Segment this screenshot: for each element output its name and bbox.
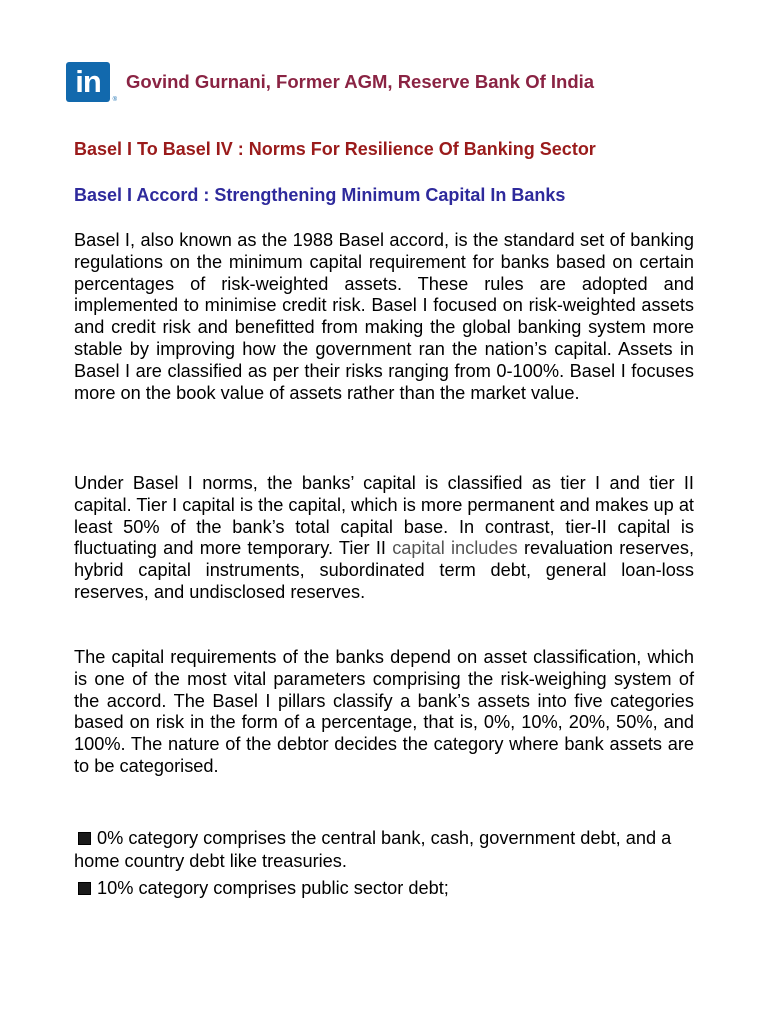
list-item <box>74 877 694 900</box>
list-item-text: 10% category comprises public sector debt; <box>97 878 449 898</box>
risk-category-list <box>74 827 694 904</box>
section-heading: Basel I Accord : Strengthening Minimum Capital In Banks <box>74 185 566 205</box>
paragraph-basel-intro: Basel I, also known as the 1988 Basel accord, is the standard set of banking regulations on the minimum capital requirement for banks based on certain percentages of risk-weighted assets. These rules are adopted and implemented to minimise credit risk. Basel I focused on risk-weighted assets and credit risk and benefitted from making the global banking system more stable by improving how the government ran the nation’s capital. Assets in Basel I are classified as per their risks ranging from 0-100%. Basel I focuses more on the book value of assets rather than the market value. <box>74 230 694 403</box>
square-bullet-icon <box>78 882 91 895</box>
capital-includes-link[interactable]: capital includes <box>392 538 518 559</box>
linkedin-icon[interactable] <box>66 62 116 103</box>
registered-mark: ® <box>112 97 116 103</box>
list-item-text: 0% category comprises the central bank, cash, government debt, and a home country debt like treasuries. <box>74 828 672 871</box>
linkedin-logo-text: in <box>75 64 101 99</box>
document-title: Basel I To Basel IV : Norms For Resilience Of Banking Sector <box>74 139 596 159</box>
paragraph-text: Under Basel I norms, the banks’ capital is classified as tier I and tier II capital. Tier I capital is the capital, which is more permanent and makes up at least 50% of the bank’s total capital base. In contrast, tier-II capital is fluctuating and more temporary. Tier II <box>74 473 694 559</box>
list-item <box>74 827 694 873</box>
paragraph-text: revaluation reserves, hybrid capital instruments, subordinated term debt, general loan-loss reserves, and undisclosed reserves. <box>74 538 695 602</box>
paragraph-asset-classification: The capital requirements of the banks depend on asset classification, which is one of the most vital parameters comprising the risk-weighing system of the accord. The Basel I pillars classify a bank’s assets into five categories based on risk in the form of a percentage, that is, 0%, 10%, 20%, 50%, and 100%. The nature of the debtor decides the category where bank assets are to be categorised. <box>74 647 694 776</box>
header <box>66 62 594 102</box>
author-line: Govind Gurnani, Former AGM, Reserve Bank Of India <box>126 71 595 92</box>
paragraph-capital-tiers <box>74 473 694 604</box>
square-bullet-icon <box>78 832 91 845</box>
